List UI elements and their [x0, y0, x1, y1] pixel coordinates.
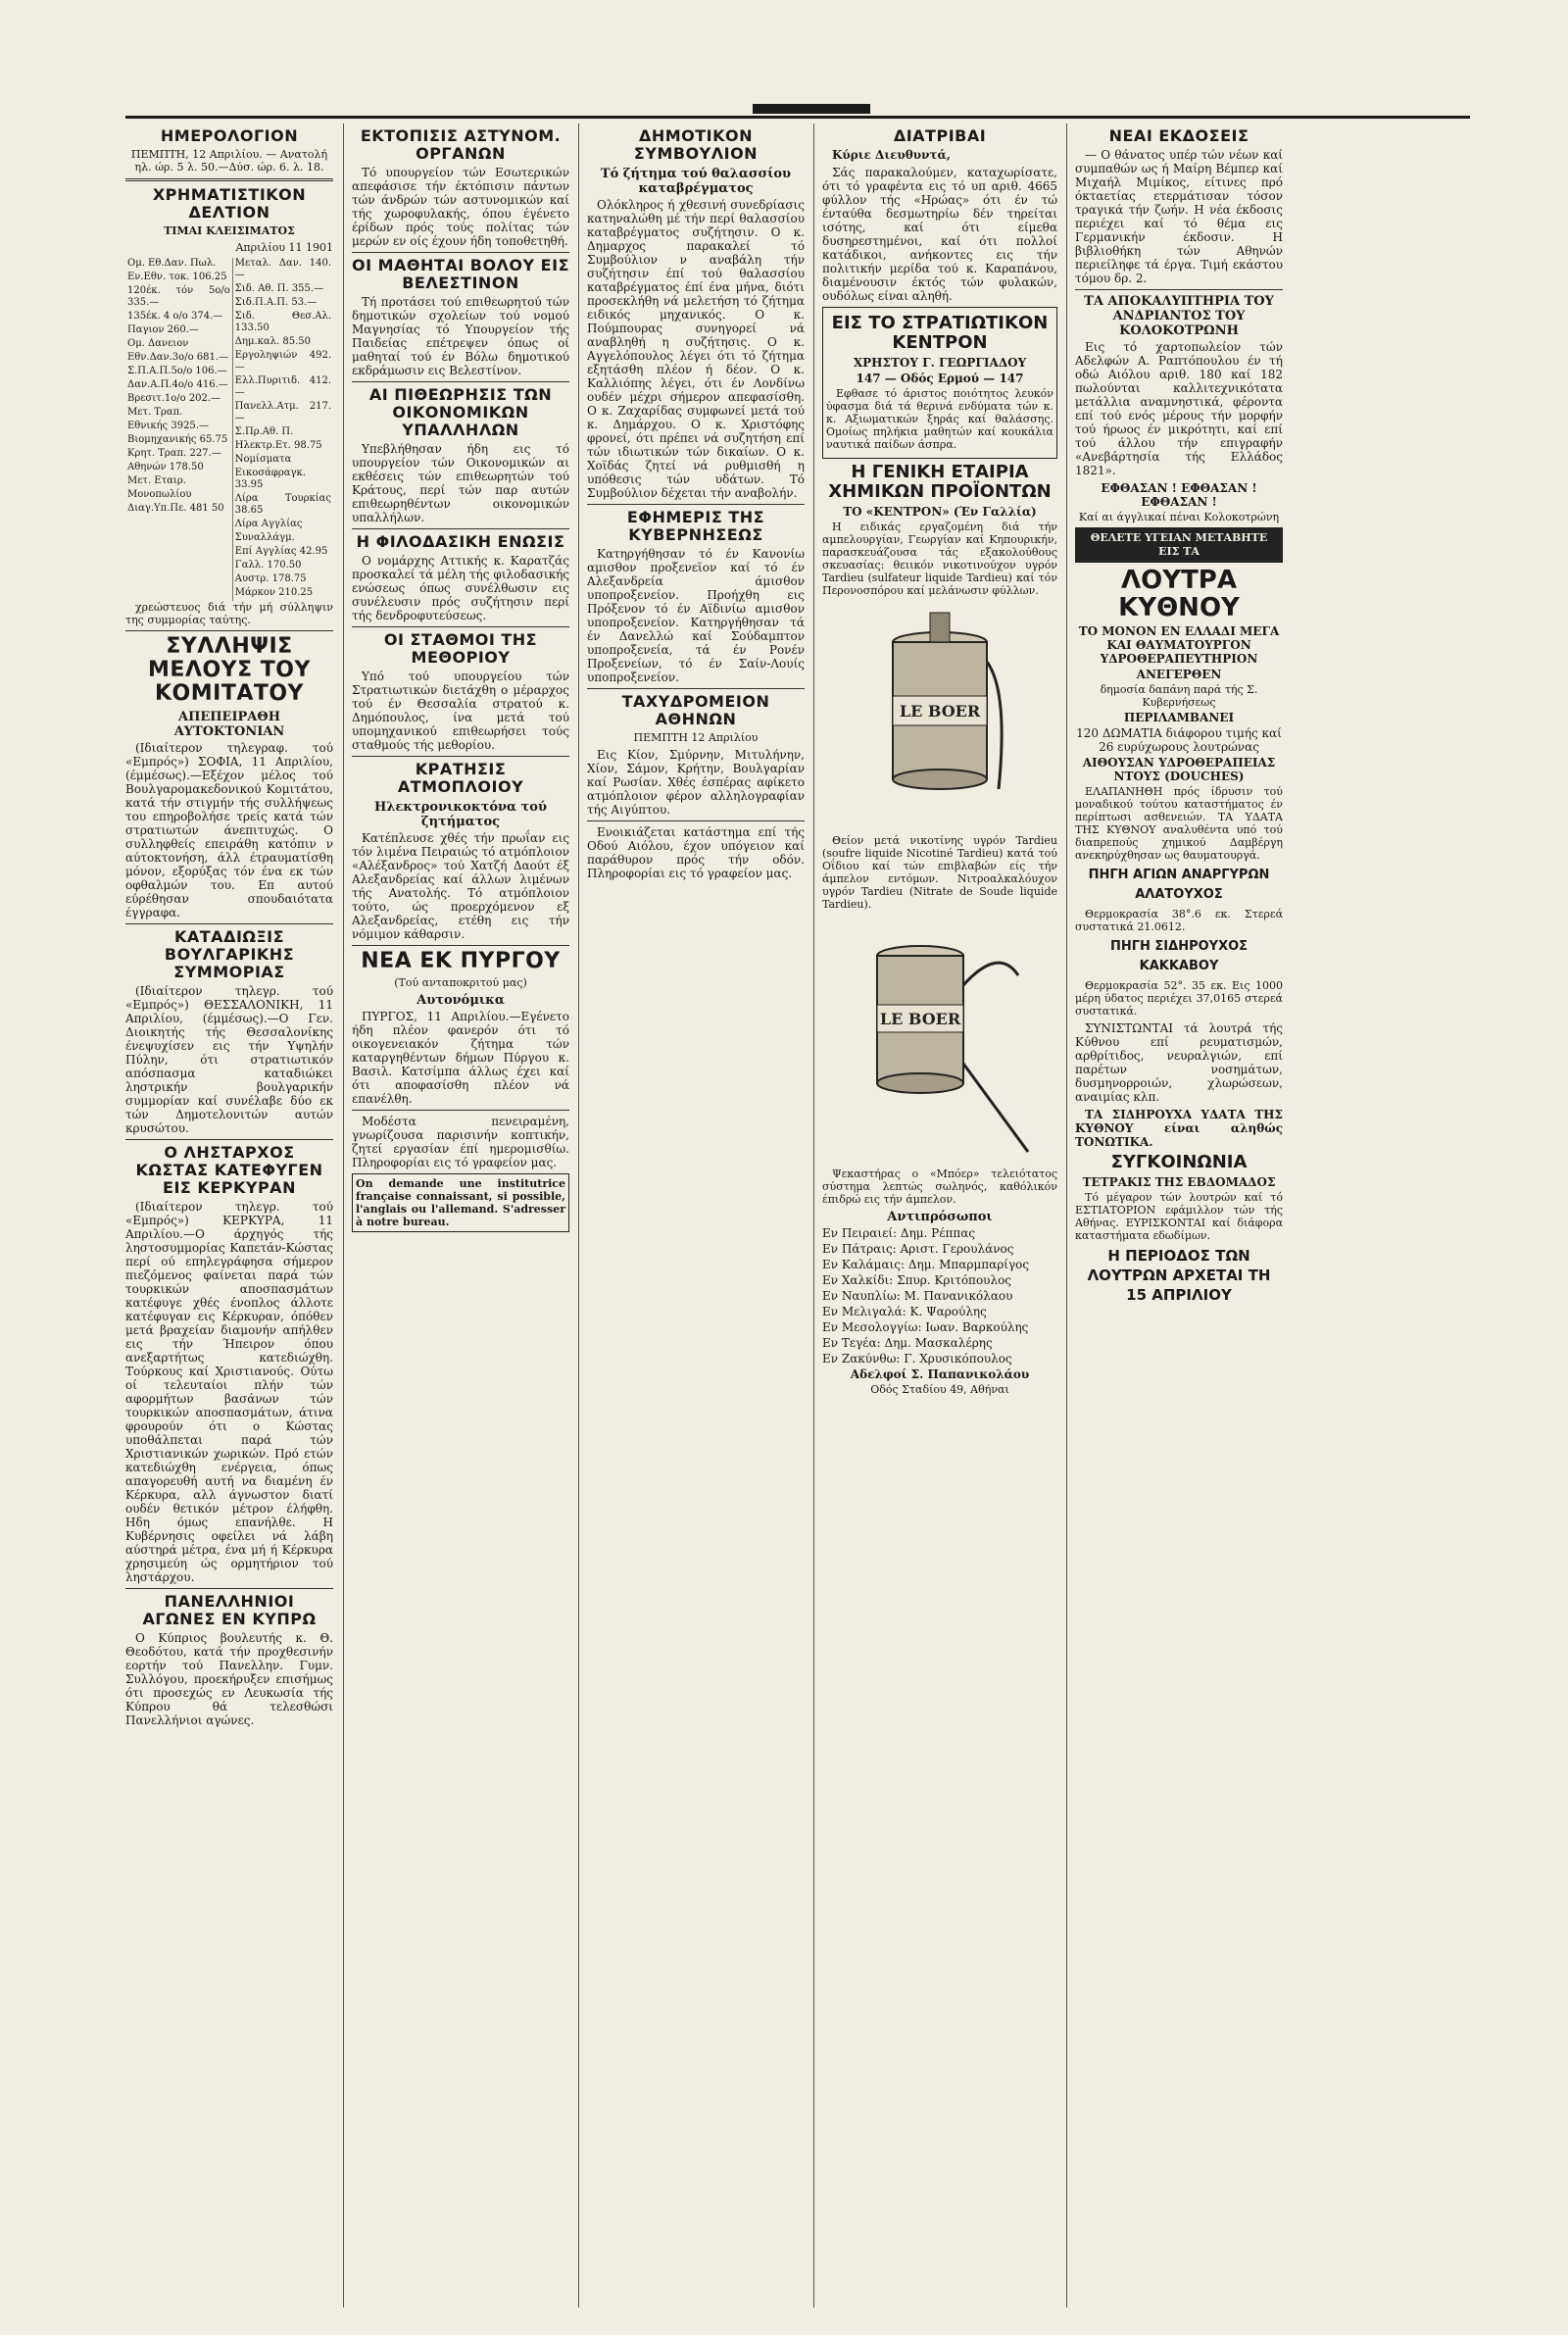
rate-row: Εν.Εθν. τοκ. 106.25	[127, 272, 227, 282]
military-ad	[822, 307, 1057, 459]
newspaper-page	[125, 116, 1470, 2311]
representative-item: Εν Πάτραις: Αριστ. Γερουλάνος	[822, 1242, 1014, 1256]
divider	[587, 504, 805, 505]
spa-subtitle: ΤΟ ΜΟΝΟΝ ΕΝ ΕΛΛΑΔΙ ΜΕΓΑ ΚΑΙ ΘΑΥΜΑΤΟΥΡΓΟΝ ΥΔΡΟΘΕΡΑΠΕΥΤΗΡΙΟΝ	[1078, 624, 1280, 666]
rate-row: Ομ. Δανειον	[127, 338, 189, 349]
spa-title: ΛΟΥΤΡΑ ΚΥΘΝΟΥ	[1118, 566, 1240, 622]
rate-row: Σ.Π.Α.Π.5ο/ο 106.—	[127, 366, 227, 376]
rate-row: Νομίσματα	[234, 454, 292, 465]
rate-row: Μάρκον 210.25	[234, 587, 314, 598]
french-ad: On demande une institutrice française connaissant, si possible, l'anglais ou l'allemand. S'adresser à notre bureau.	[352, 1173, 569, 1232]
rate-row: Κρητ. Τραπ. 227.—	[127, 448, 221, 459]
column-3	[578, 124, 812, 2308]
sprayer-label: LE BOER	[899, 702, 981, 720]
rate-row: Δαν.Α.Π.4ο/ο 416.—	[127, 379, 228, 390]
column-5	[1066, 124, 1291, 2308]
divider	[352, 626, 569, 627]
rate-row: Λίρα Αγγλίας	[234, 519, 303, 529]
sprayer-illustration-1	[861, 603, 1018, 828]
spa-built: ΑΝΕΓΕΡΘΕΝ	[1136, 668, 1222, 681]
arrest-article: (Ιδιαίτερον τηλεγραφ. τού «Εμπρός») ΣΟΦΙΑ, 11 Απριλίου, (έμμέσως).—Εξέχον μέλος τού Βουλγαρομακεδονικού Κομιτάτου, κατά τήν στιγμήν τής συλλήψεως του επηροβολήσε τρείς κατά τών στρατιωτών άνεπιτυχώς. Ο συλληφθείς επειράθη κατόπιν ν αύτοκτονήση, άλλ έτραυματίσθη μόνον, εξορύξας τόν ένα εκ τών οφθαλμών του. Επ αυτού εύρέθησαν σπουδαιότατα έγγραφα.	[125, 741, 333, 919]
spring-1-title: ΠΗΓΗ ΑΓΙΩΝ ΑΝΑΡΓΥΡΩΝ ΑΛΑΤΟΥΧΟΣ	[1088, 868, 1270, 902]
rate-row: Ομ. Εθ.Δαν. Πωλ.	[127, 258, 217, 269]
company-ad-text: Η ειδικάς εργαζομένη διά τήν αμπελουργίαν, Γεωργίαν καί Κηπουρικήν, παρασκευάζουσα τάς εξακολούθους σκευασίας: θειικόν νικοτινούχον υγρόν Tardieu (sulfateur liquide Tardieu) καί τόν Περονοσπόρου καί μελάνωσιν φύλλων.	[822, 521, 1057, 597]
rates-table	[125, 258, 333, 601]
comms-text: Τό μέγαρον τών λουτρών καί τό ΕΣΤΙΑΤΟΡΙΟΝ εφάμιλλον τών τής Αθήνας. ΕΥΡΙΣΚΟΝΤΑΙ καί διάφορα καταστήματα εδωδίμων.	[1075, 1191, 1283, 1242]
arrest-subheading: ΑΠΕΠΕΙΡΑΘΗ ΑΥΤΟΚΤΟΝΙΑΝ	[173, 710, 285, 739]
bandit-article: (Ιδιαίτερον τηλεγρ. τού «Εμπρός») ΚΕΡΚΥΡΑ, 11 Απριλίου.—Ο άρχηγός τής ληστοσυμμορίας Καπετάν-Κώστας περί ού επηλεγράφησα σήμερον πιεζόμενος φαίνεται παρά τών τουρκικών αποσπασμάτων κατέφυγε χθές ένοπλος άλλοτε κατέφυγαν εις Κέρκυραν, όπόθεν μετά βραχείαν διαμονήν απήλθεν εις τήν Ήπειρον όπου ανεξαρτήτως κατεδιώχθη. Τούρκους καί Χριστιανούς. Ούτω οί τελευταίοι πλήν τών αφορμήτων βασάνων τών τουρκικών αποσπασμάτων, άτινα φρουρούν ότι ο Κώστας υποθάλπεται παρά τών Χριστιανικών χωρικών. Πρό ετών κατεδιώχθη ενέργεια, όπως απαγορευθή αυτή να διαμένη έν Κέρκυρα, αλλ άγνωστον διατί ουδέν θετικόν μέτρον έλήφθη. Ηδη όμως επανήλθε. Η Κυβέρνησις οφείλει νά λάβη αύστηρά μέτρα, ένα μή ή Κέρκυρα χρησιμεύη ώς ορμητήριον τού ληστάρχου.	[125, 1200, 333, 1584]
steamship-article: Κατέπλευσε χθές τήν πρωΐαν εις τόν λιμένα Πειραιώς τό ατμόπλοιον «Αλέξανδρος» τού Χατζή Δαούτ έξ Αλεξανδρείας καί άλλων λιμένων τής Ανατολής. Τό ατμόπλοιον τούτο, ώς προερχόμενον εξ Αλεξανδρείας, ετέθη εις τήν νόμιμον κάθαρσιν.	[352, 831, 569, 941]
military-ad-address: 147 — Οδός Ερμού — 147	[856, 372, 1024, 385]
spring-2-text: Θερμοκρασία 52°. 35 εκ. Εις 1000 μέρη ύδατος περιέχει 37,0165 στερεά συστατικά.	[1075, 979, 1283, 1018]
representative-item: Εν Τεγέα: Δημ. Μασκαλέρης	[822, 1336, 993, 1350]
council-subheading: Τό ζήτημα τού θαλασσίου καταβρέγματος	[600, 167, 792, 196]
divider	[352, 945, 569, 946]
sprayer-label-2: LE BOER	[879, 1010, 961, 1028]
company-ad-subtitle: ΤΟ «ΚΕΝΤΡΟΝ» (Έν Γαλλία)	[843, 505, 1037, 519]
rate-row: Ηλεκτρ.Ετ. 98.75	[234, 440, 322, 451]
statue-cry: ΕΦΘΑΣΑΝ ! ΕΦΘΑΣΑΝ ! ΕΦΘΑΣΑΝ !	[1101, 481, 1257, 509]
representative-item: Εν Μελιγαλά: Κ. Ψαρούλης	[822, 1305, 987, 1318]
gazette-article: Κατηργήθησαν τό έν Κανονίω αμισθον προξενεϊον καί τό έν Αλεξανδρεία άμισθον υποπροξενείον. Προήχθη εις Πρόξενον τό έν Αϊδινίω αμισθον υποπροξενείον. Κατηργήθησαν τά έν Δανελλώ καί Σούδαμπτον υποπροξενεία, τά έν Ρονέν Προξενείων, τό έν Σαίν-Λουίς υποπροξενείον.	[587, 547, 805, 684]
health-banner: ΘΕΛΕΤΕ ΥΓΕΙΑΝ ΜΕΤΑΒΗΤΕ ΕΙΣ ΤΑ	[1075, 527, 1283, 563]
sprayer-illustration-2	[842, 917, 1038, 1162]
steamship-subheading: Ηλεκτρονικοκτόνα τού ζητήματος	[374, 800, 547, 829]
seamstress-ad: Μοδέστα πενειραμένη, γνωρίζουσα παρισινήν κοπτικήν, ζητεί εργασίαν έπί ημερομισθίω. Πληροφορίαι εις τό γραφείον μας.	[352, 1115, 569, 1169]
masthead-ornament	[753, 104, 870, 114]
editions-article: — Ο θάνατος υπέρ τών νέων καί συμπαθών ως ή Μαίρη Βέμπερ καί Μιχαήλ Μιμίκος, είτινες πρό όκταετίας ετερμάτισαν τόσον τραγικά τήν ζωήν. Η νέα έκδοσις περιέχει καί τό θέμα εις Γερμανικήν έκδοσιν. Η βιβλιοθήκη τών Αθηνών περιείληφε τά έργα. Τιμή εκάστου τόμου δρ. 2.	[1075, 148, 1283, 285]
post-date: ΠΕΜΠΤΗ 12 Απριλίου	[633, 731, 759, 744]
spa-rooms: 120 ΔΩΜΑΤΙΑ διάφορου τιμής καί 26 ευρύχωρους λουτρώνας	[1076, 726, 1282, 754]
union-heading: Η ΦΙΛΟΔΑΣΙΚΗ ΕΝΩΣΙΣ	[356, 532, 565, 551]
rate-row: Σιδ. Αθ. Π. 355.—	[234, 283, 324, 294]
rate-row: Μονοπωλίου	[127, 489, 192, 500]
finance-date: Απριλίου 11 1901	[235, 241, 333, 254]
stations-heading: ΟΙ ΣΤΑΘΜΟΙ ΤΗΣ ΜΕΘΟΡΙΟΥ	[383, 630, 538, 667]
divider	[352, 252, 569, 253]
teachers-heading: ΟΙ ΜΑΘΗΤΑΙ ΒΟΛΟΥ ΕΙΣ ΒΕΛΕΣΤΙΝΟΝ	[352, 256, 569, 292]
letters-salutation: Κύριε Διευθυντά,	[832, 148, 951, 162]
company-ad-title: Η ΓΕΝΙΚΗ ΕΤΑΙΡΙΑ ΧΗΜΙΚΩΝ ΠΡΟΪΟΝΤΩΝ	[828, 462, 1052, 502]
pyrgos-subheading: Αυτονόμικα	[416, 993, 505, 1008]
agent-name: Αδελφοί Σ. Παπανικολάου	[850, 1367, 1030, 1381]
rate-row: Μετ. Τραπ.	[127, 407, 183, 418]
stations-article: Υπό τού υπουργείου τών Στρατιωτικών διετάχθη ο μέραρχος τού έν Θεσσαλία στρατού κ. Δημόπουλος, ίνα μετά τού υπομηχανικού επιθεωρήσει τούς σταθμούς τής μεθορίου.	[352, 670, 569, 752]
rate-row: Δημ.καλ. 85.50	[234, 336, 311, 347]
agent-address: Οδός Σταδίου 49, Αθήναι	[870, 1383, 1009, 1396]
calendar-date: ΠΕΜΠΤΗ, 12 Απριλίου. — Ανατολή ηλ. ώρ. 5 λ. 50.—Δύσ. ώρ. 6. λ. 18.	[130, 148, 328, 174]
rate-row: Βρεσιτ.1ο/ο 202.—	[127, 393, 221, 404]
representative-item: Εν Μεσολογγίω: Ιωαν. Βαρκούλης	[822, 1320, 1029, 1334]
spa-text: ΕΛΑΠΑΝΗΘΗ πρός ίδρυσιν τού μοναδικού τούτου καταστήματος έν περίπτωσι ασθενειών. ΤΑ ΥΔΑΤΑ ΤΗΣ ΚΥΘΝΟΥ αναλυθέντα υπό τού διαπρεπούς χημικού Δαμβέργη ανεκηρύχθησαν ως θαυματουργά.	[1075, 785, 1283, 862]
divider	[125, 178, 333, 181]
games-heading: ΠΑΝΕΛΛΗΝΙΟΙ ΑΓΩΝΕΣ ΕΝ ΚΥΠΡΩ	[142, 1592, 317, 1628]
union-article: Ο νομάρχης Αττικής κ. Καρατζάς προσκαλεί τά μέλη τής φιλοδασικής ενώσεως όπως συνέλθωσιν εις συνέλευσιν πρός συζήτησιν περί τής δενδροφυτεύσεως.	[352, 554, 569, 622]
season-notice: Η ΠΕΡΙΟΔΟΣ ΤΩΝ ΛΟΥΤΡΩΝ ΑΡΧΕΤΑΙ ΤΗ 15 ΑΠΡΙΛΙΟΥ	[1087, 1247, 1271, 1304]
representative-item: Εν Ναυπλίω: Μ. Πανανικόλαου	[822, 1289, 1013, 1303]
column-2	[343, 124, 577, 2308]
spring-1-text: Θερμοκρασία 38°.6 εκ. Στερεά συστατικά 21.0612.	[1075, 908, 1283, 933]
divider	[125, 1588, 333, 1589]
military-ad-text: Εφθασε τό άριστος ποιότητος λευκόν ύφασμα διά τά θερινά ενδύματα τών κ. κ. Αξιωματικών ξηράς καί θαλάσσης. Ομοίως πηλήκια μαθητών καί κουκάλια ναυτικά παίδων άσπρα.	[826, 387, 1054, 451]
spa-built-by: δημοσία δαπάνη παρά τής Σ. Κυβερνήσεως	[1100, 683, 1258, 709]
police-heading: ΕΚΤΟΠΙΣΙΣ ΑΣΤΥΝΟΜ. ΟΡΓΑΝΩΝ	[360, 126, 562, 163]
divider	[352, 1110, 569, 1111]
editions-heading: ΝΕΑΙ ΕΚΔΟΣΕΙΣ	[1108, 126, 1250, 145]
rate-row: Ελλ.Πυριτιδ. 412.—	[234, 375, 331, 398]
divider	[587, 688, 805, 689]
representative-item: Εν Καλάμαις: Δημ. Μπαρμπαρίγος	[822, 1258, 1030, 1271]
post-heading: ΤΑΧΥΔΡΟΜΕΙΟΝ ΑΘΗΝΩΝ	[621, 692, 770, 728]
divider	[125, 630, 333, 631]
claims-heading: ΑΙ ΠΙΘΕΩΡΗΣΙΣ ΤΩΝ ΟΙΚΟΝΟΜΙΚΩΝ ΥΠΑΛΛΗΛΩΝ	[368, 385, 553, 439]
rate-row: Βιομηχανικής 65.75	[127, 434, 228, 445]
rate-row: Εικοσάφραγκ. 33.95	[234, 468, 306, 490]
rate-row: Σιδ.Π.Α.Π. 53.—	[234, 297, 318, 308]
letters-article: Σάς παρακαλούμεν, καταχωρίσατε, ότι τό γραφέντα εις τό υπ αριθ. 4665 φύλλον τής «Ηρώας» ότι έν τώ ένταύθα δεσμωτηρίω δέν τηρείται ισότης, καί ότι είμεθα δυσηρεστημένοι, καί ότι πολλοί κατάδικοι, ανήκοντες εις τήν πολιτικήν μερίδα τού κ. Καραπάνου, διαμένουσιν έκτός τών φυλακών, ουδόλως είναι αληθή.	[822, 166, 1057, 303]
rates-left-column	[125, 258, 232, 601]
rate-row: Αυστρ. 178.75	[234, 573, 307, 584]
rate-row: Συναλλάγμ.	[234, 532, 295, 543]
bandit-heading: Ο ΛΗΣΤΑΡΧΟΣ ΚΩΣΤΑΣ ΚΑΤΕΦΥΓΕΝ ΕΙΣ ΚΕΡΚΥΡΑΝ	[135, 1143, 323, 1197]
rate-row: Εργοληψιών 492.—	[234, 350, 331, 373]
representatives-heading: Αντιπρόσωποι	[887, 1210, 993, 1224]
column-4	[813, 124, 1065, 2308]
finance-note: χρεώστευος διά τήν μή σύλληψιν της συμμορίας ταύτης.	[125, 601, 333, 626]
rate-row: Επί Αγγλίας 42.95	[234, 546, 328, 557]
divider	[125, 923, 333, 924]
military-ad-owner: ΧΡΗΣΤΟΥ Γ. ΓΕΩΡΓΙΑΔΟΥ	[853, 356, 1027, 370]
divider	[352, 756, 569, 757]
pyrgos-heading: ΝΕΑ ΕΚ ΠΥΡΓΟΥ	[361, 949, 561, 973]
rate-row: Λίρα Τουρκίας 38.65	[234, 493, 331, 516]
spa-douches: ΑΙΘΟΥΣΑΝ ΥΔΡΟΘΕΡΑΠΕΙΑΣ ΝΤΟΥΣ (DOUCHES)	[1082, 756, 1276, 783]
spa-recommend: ΣΥΝΙΣΤΩΝΤΑΙ τά λουτρά τής Κύθνου επί ρευματισμών, αρθρίτιδος, νευραλγιών, επί παρέτων νοσημάτων, δυσμηνορροιών, χλωρώσεων, αναιμίας κλπ.	[1075, 1021, 1283, 1104]
rate-row: 120έκ. τόν 5ο/ο 335.—	[127, 285, 230, 308]
spa-includes: ΠΕΡΙΛΑΜΒΑΝΕΙ	[1123, 711, 1235, 724]
rate-row: Εθνικής 3925.—	[127, 421, 209, 431]
council-heading: ΔΗΜΟΤΙΚΟΝ ΣΥΜΒΟΥΛΙΟΝ	[633, 126, 759, 163]
representative-item: Εν Ζακύνθω: Γ. Χρυσικόπουλος	[822, 1352, 1012, 1366]
rate-row: Διαγ.Υπ.Πε. 481 50	[127, 503, 224, 514]
finance-heading: ΧΡΗΜΑΤΙΣΤΙΚΟΝ ΔΕΛΤΙΟΝ	[152, 185, 307, 222]
top-rule	[125, 116, 1470, 119]
pursuit-heading: ΚΑΤΑΔΙΩΞΙΣ ΒΟΥΛΓΑΡΙΚΗΣ ΣΥΜΜΟΡΙΑΣ	[164, 927, 295, 981]
statue-heading: ΤΑ ΑΠΟΚΑΛΥΠΤΗΡΙΑ ΤΟΥ ΑΝΔΡΙΑΝΤΟΣ ΤΟΥ ΚΟΛΟΚΟΤΡΩΝΗ	[1084, 294, 1274, 338]
pursuit-article: (Ιδιαίτερον τηλεγρ. τού «Εμπρός») ΘΕΣΣΑΛΟΝΙΚΗ, 11 Απριλίου, (έμμέσως).—Ο Γεν. Διοικητής τής Θεσσαλονίκης ένεψυχίσεν εις τήν Υψηλήν Πύλην, ότι στρατιωτικόν απόσπασμα καταδιώκει ληστρικήν βουλγαρικήν συμμορίαν καί συνέλαβε δύο εκ τών Δημοτελονιτών αυτών κρυσώτου.	[125, 984, 333, 1135]
representative-item: Εν Πειραιεί: Δημ. Ρέππας	[822, 1226, 976, 1240]
rate-row: 135έκ. 4 ο/ο 374.—	[127, 311, 223, 322]
gazette-heading: ΕΦΗΜΕΡΙΣ ΤΗΣ ΚΥΒΕΡΝΗΣΕΩΣ	[626, 508, 765, 544]
divider	[125, 1139, 333, 1140]
rate-row: Αθηνών 178.50	[127, 462, 204, 472]
arrest-heading: ΣΥΛΛΗΨΙΣ ΜΕΛΟΥΣ ΤΟΥ ΚΟΜΙΤΑΤΟΥ	[148, 634, 311, 706]
calendar-heading: ΗΜΕΡΟΛΟΓΙΟΝ	[160, 126, 299, 145]
divider	[352, 381, 569, 382]
military-ad-title: ΕΙΣ ΤΟ ΣΤΡΑΤΙΩΤΙΚΟΝ ΚΕΝΤΡΟΝ	[831, 313, 1049, 353]
pyrgos-article: ΠΥΡΓΟΣ, 11 Απριλίου.—Εγένετο ήδη πλέον φανερόν ότι τό οικογενειακόν ζήτημα τών καταργηθέντων δήμων Πύργου κ. Βασιλ. Κατσίμπα άλλως έχει καί ότι αποφασίσθη πλέον νά επανέλθη.	[352, 1010, 569, 1106]
spa-tonic: ΤΑ ΣΙΔΗΡΟΥΧΑ ΥΔΑΤΑ ΤΗΣ ΚΥΘΝΟΥ είναι αληθώς ΤΟΝΩΤΙΚΑ.	[1075, 1108, 1283, 1149]
rent-ad: Ενοικιάζεται κατάστημα επί τής Οδού Αιόλου, έχον υπόγειον καί παράθυρον πρός τήν οδόν. Πληροφορίαι εις τό γραφείον μας.	[587, 825, 805, 880]
spring-2-title: ΠΗΓΗ ΣΙΔΗΡΟΥΧΟΣ ΚΑΚΚΑΒΟΥ	[1109, 939, 1249, 973]
column-1	[125, 124, 341, 2308]
pyrgos-byline: (Τού ανταποκριτού μας)	[394, 976, 527, 989]
rate-row: Πανελλ.Ατμ. 217.—	[234, 401, 331, 423]
statue-cry-2: Καί αι άγγλικαί πέναι Κολοκοτρώνη	[1078, 511, 1280, 523]
representative-item: Εν Χαλκίδι: Σπυρ. Κριτόπουλος	[822, 1273, 1012, 1287]
rate-row: Μετ. Εταιρ.	[127, 475, 186, 486]
divider	[587, 820, 805, 821]
steamship-heading: ΚΡΑΤΗΣΙΣ ΑΤΜΟΠΛΟΙΟΥ	[397, 760, 524, 796]
divider	[1075, 289, 1283, 290]
finance-subheading: ΤΙΜΑΙ ΚΛΕΙΣΙΜΑΤΟΣ	[164, 224, 295, 237]
company-ad-text-2: Θείον μετά νικοτίνης υγρόν Tardieu (soufre liquide Nicotiné Tardieu) κατά τού Οΐδιου καί τών επιβλαβών είς τήν άμπελον εντόμων. Νιτροαλκαλόυχον υγρόν Tardieu (Nitrate de Soude liquide Tardieu).	[822, 834, 1057, 911]
statue-article: Εις τό χαρτοπωλείον τών Αδελφών Α. Ραπτόπουλου έν τή οδώ Αιόλου αριθ. 180 καί 182 πωλούνται καλλιτεχνικότατα μετάλλια αναμνηστικά, φέροντα επί τού ενός μέρους τήν μορφήν τού ήρωος έν μικρότητι, καί επί τού άλλου τήν επιγραφήν «Ανεβάρτησία τής Ελλάδος 1821».	[1075, 340, 1283, 477]
comms-subtitle: ΤΕΤΡΑΚΙΣ ΤΗΣ ΕΒΔΟΜΑΔΟΣ	[1082, 1175, 1276, 1189]
rate-row: Σ.Πρ.Αθ. Π.	[234, 426, 294, 437]
rate-row: Μεταλ. Δαν. 140.—	[234, 258, 331, 280]
rates-right-column	[232, 258, 333, 601]
divider	[352, 528, 569, 529]
rate-row: Παγιον 260.—	[127, 324, 199, 335]
police-article: Τό υπουργείον τών Εσωτερικών απεφάσισε τήν έκτόπισιν πάντων τών άνδρών τών αστυνομικών καί τής χωροφυλακής, όπου έγένετο έρίδων πρός τούς πολίτας τών μερών εν οίς έχουν ήδη τοποθετηθή.	[352, 166, 569, 248]
teachers-article: Τή προτάσει τού επιθεωρητού τών δημοτικών σχολείων τού νομού Μαγνησίας τό Υπουργείον τής Παιδείας επέτρεψεν όπως οί μαθηταί τού έν Βόλω δημοτικού εκδράμωσιν εις Βελεστίνον.	[352, 295, 569, 377]
rate-row: Γαλλ. 170.50	[234, 560, 302, 571]
comms-title: ΣΥΓΚΟΙΝΩΝΙΑ	[1110, 1152, 1248, 1172]
council-article: Ολόκληρος ή χθεσινή συνεδρίασις κατηναλώθη μέ τήν περί θαλασσίου καταβρέγματος συζήτησιν. Ο κ. Δημαρχος παρακαλεί τό Συμβούλιον ν αναβάλη τήν συζήτησιν έπί τού θαλασσίου καταβρέγματος έπί ένα μήνα, διότι προσεκλήθη νά μελετήση τό ζήτημα ειδικός μηχανικός. Ο κ. Πούμπουρας συνηγορεί νά αναβληθή η συζήτησις. Ο κ. Αγγελόπουλος λέγει ότι τό ζήτημα εξητάσθη πλέον ή δέον. Ο κ. Καλλιόπης λέγει, ότι έν Λονδίνω ουδέν μέχρι σήμερον απεφασίσθη. Ο κ. Ζαχαρίδας συμφωνεί μετά τού κ. Δημάρχου. Ο κ. Χριστόφης φρονεί, ότι πρέπει νά συζητήση επί τών ιδιωτικών τών δικαίων. Ο κ. Χοϊδάς ζητεί νά ρυθμισθή η υπόθεσις τών υδάτων. Τό Συμβούλιον δέχεται τήν αναβολήν.	[587, 198, 805, 500]
rate-row: Εθν.Δαν.3ο/ο 681.—	[127, 352, 229, 363]
representatives-list	[822, 1226, 1057, 1366]
rate-row: Σιδ. Θεσ.Αλ. 133.50	[234, 311, 331, 333]
post-article: Εις Κίον, Σμύρνην, Μιτυλήνην, Χίον, Σάμον, Κρήτην, Βουλγαρίαν καί Ρωσίαν. Χθές έσπέρας αφίκετο ατμόπλοιον φέρον αλληλογραφίαν τής Αιγύπτου.	[587, 748, 805, 817]
claims-article: Υπεβλήθησαν ήδη εις τό υπουργείον τών Οικονομικών αι εκθέσεις τών επιθεωρητών τού Κράτους, περί τών παρ αυτών επιθεωρηθέντων οικονομικών υπαλλήλων.	[352, 442, 569, 524]
letters-heading: ΔΙΑΤΡΙΒΑΙ	[893, 126, 987, 145]
company-ad-text-3: Ψεκαστήρας ο «Μπόερ» τελειότατος σύστημα λεπτώς σωληνός, καθόλικόν έπιδρώ εις τήν άμπελον.	[822, 1168, 1057, 1206]
games-article: Ο Κύπριος βουλευτής κ. Θ. Θεοδότου, κατά τήν προχθεσινήν εορτήν τού Πανελλην. Γυμν. Συλλόγου, προεκήρυξεν επισήμως ότι προσεχώς εν Λευκωσία τής Κύπρου θά τελεσθώσι Πανελλήνιοι αγώνες.	[125, 1631, 333, 1727]
